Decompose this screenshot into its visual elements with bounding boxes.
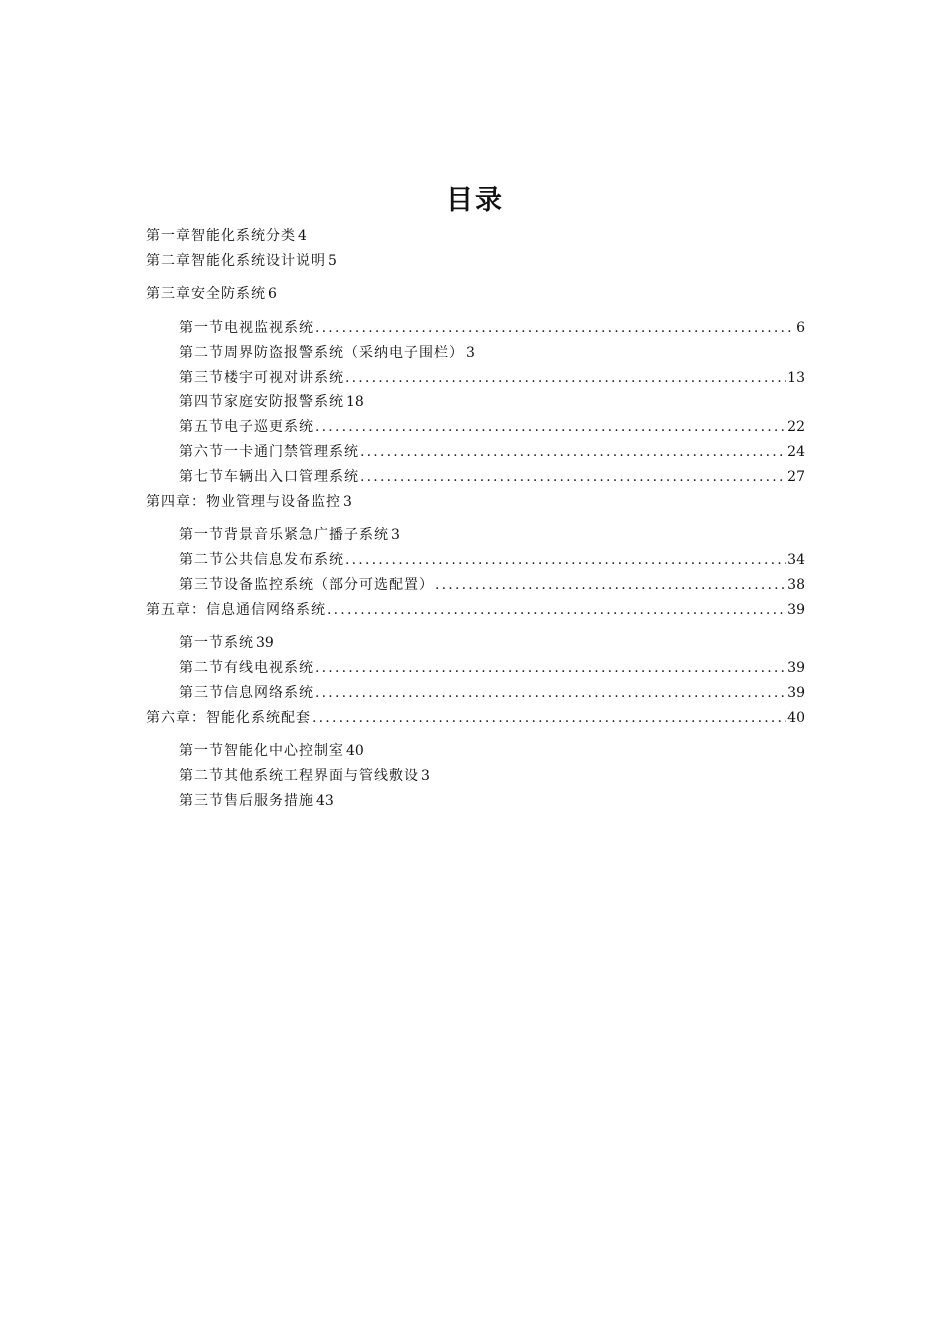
toc-entry-chapter-1[interactable]: [146, 226, 307, 246]
toc-entry-page: 40: [787, 710, 805, 726]
toc-entry-page: 13: [787, 370, 805, 386]
toc-entry-label: 第三节售后服务措施: [179, 793, 314, 809]
toc-entry-label: 第一节电视监视系统: [179, 320, 314, 336]
toc-dot-leader: [315, 658, 786, 678]
toc-entry-label: 第二章智能化系统设计说明: [146, 253, 326, 269]
toc-title: 目录: [446, 185, 504, 216]
toc-entry-page: 22: [787, 419, 805, 435]
toc-dot-leader: [315, 683, 786, 703]
toc-entry-label: 第四章：物业管理与设备监控: [146, 494, 341, 510]
toc-entry-chapter-5[interactable]: [146, 600, 805, 620]
toc-entry-page: 5: [328, 253, 337, 269]
toc-entry-section[interactable]: [179, 766, 430, 786]
toc-entry-label: 第一节系统: [179, 635, 254, 651]
toc-entry-section[interactable]: [179, 791, 334, 811]
toc-entry-section[interactable]: [179, 575, 805, 595]
toc-entry-page: 39: [787, 660, 805, 676]
toc-dot-leader: [327, 600, 786, 620]
toc-entry-section[interactable]: [179, 658, 805, 678]
toc-entry-chapter-6[interactable]: [146, 708, 805, 728]
toc-entry-label: 第一节智能化中心控制室: [179, 743, 344, 759]
toc-entry-section[interactable]: [179, 525, 400, 545]
toc-entry-section[interactable]: [179, 550, 805, 570]
toc-entry-page: 39: [787, 685, 805, 701]
toc-entry-page: 40: [346, 743, 364, 759]
toc-entry-label: 第五章：信息通信网络系统: [146, 602, 326, 618]
toc-entry-page: 3: [343, 494, 352, 510]
toc-entry-label: 第三章安全防系统: [146, 286, 266, 302]
toc-entry-label: 第二节有线电视系统: [179, 660, 314, 676]
toc-dot-leader: [312, 708, 786, 728]
toc-entry-label: 第二节公共信息发布系统: [179, 552, 344, 568]
toc-entry-label: 第一章智能化系统分类: [146, 228, 296, 244]
toc-entry-label: 第六节一卡通门禁管理系统: [179, 444, 359, 460]
toc-entry-section[interactable]: [179, 467, 805, 487]
toc-entry-label: 第一节背景音乐紧急广播子系统: [179, 527, 389, 543]
toc-entry-section[interactable]: [179, 442, 805, 462]
toc-dot-leader: [315, 318, 795, 338]
toc-entry-label: 第三节楼宇可视对讲系统: [179, 370, 344, 386]
toc-entry-page: 27: [787, 469, 805, 485]
toc-entry-section[interactable]: [179, 417, 805, 437]
toc-entry-label: 第七节车辆出入口管理系统: [179, 469, 359, 485]
toc-entry-section[interactable]: [179, 343, 475, 363]
toc-entry-page: 38: [787, 577, 805, 593]
toc-entry-page: 39: [787, 602, 805, 618]
toc-entry-page: 43: [316, 793, 334, 809]
toc-entry-section[interactable]: [179, 368, 805, 388]
toc-dot-leader: [360, 467, 786, 487]
toc-entry-page: 39: [256, 635, 274, 651]
toc-entry-page: 4: [298, 228, 307, 244]
toc-entry-chapter-4[interactable]: [146, 492, 352, 512]
toc-entry-label: 第四节家庭安防报警系统: [179, 394, 344, 410]
toc-entry-label: 第二节其他系统工程界面与管线敷设: [179, 768, 419, 784]
toc-entry-page: 18: [346, 394, 364, 410]
toc-entry-section[interactable]: [179, 683, 805, 703]
toc-entry-page: 34: [787, 552, 805, 568]
toc-entry-label: 第二节周界防盗报警系统（采纳电子围栏）: [179, 345, 464, 361]
toc-entry-label: 第三节设备监控系统（部分可选配置）: [179, 577, 434, 593]
toc-entry-page: 6: [268, 286, 277, 302]
toc-dot-leader: [315, 417, 786, 437]
toc-entry-page: 3: [391, 527, 400, 543]
toc-entry-label: 第五节电子巡更系统: [179, 419, 314, 435]
toc-entry-page: 24: [787, 444, 805, 460]
toc-entry-page: 6: [796, 320, 805, 336]
toc-dot-leader: [345, 368, 786, 388]
toc-entry-section[interactable]: [179, 318, 805, 338]
toc-dot-leader: [360, 442, 786, 462]
toc-entry-chapter-2[interactable]: [146, 251, 337, 271]
toc-entry-page: 3: [466, 345, 475, 361]
toc-entry-page: 3: [421, 768, 430, 784]
toc-entry-section[interactable]: [179, 633, 274, 653]
toc-dot-leader: [435, 575, 786, 595]
toc-entry-chapter-3[interactable]: [146, 284, 277, 304]
toc-entry-label: 第三节信息网络系统: [179, 685, 314, 701]
toc-entry-section[interactable]: [179, 741, 364, 761]
toc-dot-leader: [345, 550, 786, 570]
toc-entry-section[interactable]: [179, 392, 364, 412]
toc-entry-label: 第六章：智能化系统配套: [146, 710, 311, 726]
